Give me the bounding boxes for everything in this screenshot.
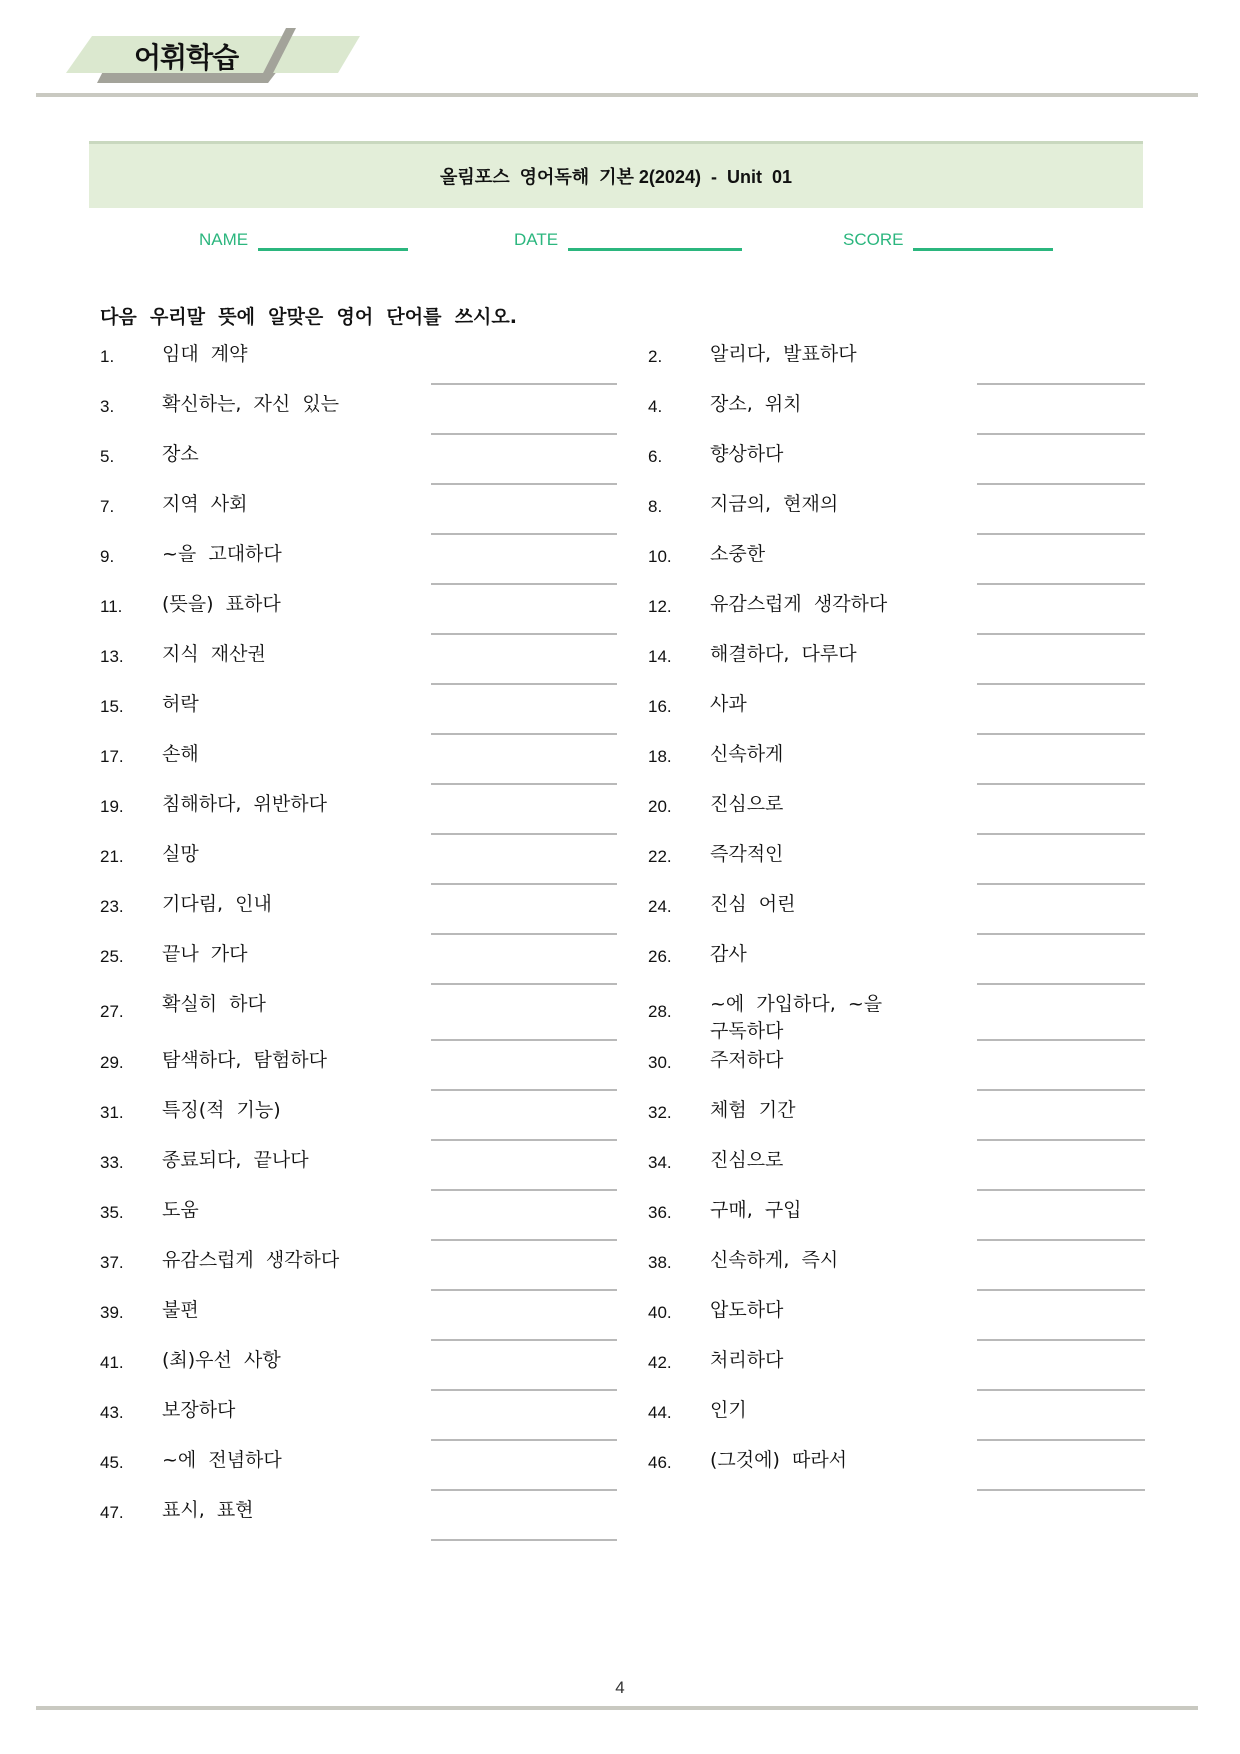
korean-meaning: ~에 가입하다, ~을 구독하다 xyxy=(710,993,883,1042)
item-number: 7. xyxy=(100,497,115,516)
item-number: 45. xyxy=(100,1453,124,1472)
item-number: 41. xyxy=(100,1353,124,1372)
item-number: 47. xyxy=(100,1503,124,1522)
vocab-item xyxy=(548,635,1078,685)
item-number: 29. xyxy=(100,1053,124,1072)
korean-meaning: 확실히 하다 xyxy=(162,993,266,1015)
korean-meaning: 확신하는, 자신 있는 xyxy=(162,393,340,415)
answer-blank[interactable] xyxy=(431,1539,617,1541)
item-number: 40. xyxy=(648,1303,672,1322)
korean-meaning: ~에 전념하다 xyxy=(162,1449,282,1471)
vocab-item xyxy=(548,485,1078,535)
vocab-item xyxy=(0,835,530,885)
item-number: 42. xyxy=(648,1353,672,1372)
vocab-item xyxy=(0,1141,530,1191)
vocab-item xyxy=(548,1141,1078,1191)
korean-meaning: 탐색하다, 탐험하다 xyxy=(162,1049,327,1071)
score-label: SCORE xyxy=(843,230,904,249)
vocab-item xyxy=(548,985,1078,1041)
vocab-item xyxy=(548,1291,1078,1341)
score-blank[interactable] xyxy=(913,248,1053,251)
item-number: 28. xyxy=(648,1002,672,1021)
left-column xyxy=(0,335,530,1541)
vocab-item xyxy=(548,1391,1078,1441)
vocab-item xyxy=(0,685,530,735)
item-number: 32. xyxy=(648,1103,672,1122)
vocab-item xyxy=(548,535,1078,585)
item-number: 1. xyxy=(100,347,115,366)
korean-meaning: ~을 고대하다 xyxy=(162,543,282,565)
item-number: 22. xyxy=(648,847,672,866)
item-number: 38. xyxy=(648,1253,672,1272)
vocab-item xyxy=(0,885,530,935)
korean-meaning: 장소, 위치 xyxy=(710,393,802,415)
vocab-item xyxy=(0,335,530,385)
item-number: 34. xyxy=(648,1153,672,1172)
korean-meaning: 처리하다 xyxy=(710,1349,784,1371)
item-number: 30. xyxy=(648,1053,672,1072)
date-field xyxy=(514,228,742,252)
worksheet-banner xyxy=(89,141,1143,208)
vocab-item xyxy=(0,1391,530,1441)
date-blank[interactable] xyxy=(568,248,742,251)
item-number: 25. xyxy=(100,947,124,966)
item-number: 21. xyxy=(100,847,124,866)
korean-meaning: 사과 xyxy=(710,693,747,715)
vocab-item xyxy=(0,535,530,585)
korean-meaning: (그것에) 따라서 xyxy=(710,1449,848,1471)
korean-meaning: 구매, 구입 xyxy=(710,1199,802,1221)
vocab-item xyxy=(0,785,530,835)
korean-meaning: 표시, 표현 xyxy=(162,1499,254,1521)
vocab-item xyxy=(0,1441,530,1491)
vocab-item xyxy=(0,1491,530,1541)
korean-meaning: 주저하다 xyxy=(710,1049,784,1071)
korean-meaning: 진심으로 xyxy=(710,1149,784,1171)
korean-meaning: 신속하게, 즉시 xyxy=(710,1249,839,1271)
korean-meaning: 알리다, 발표하다 xyxy=(710,343,857,365)
vocab-item xyxy=(0,735,530,785)
korean-meaning: 침해하다, 위반하다 xyxy=(162,793,327,815)
item-number: 10. xyxy=(648,547,672,566)
korean-meaning: 진심으로 xyxy=(710,793,784,815)
vocab-item xyxy=(548,1341,1078,1391)
korean-meaning: 체험 기간 xyxy=(710,1099,796,1121)
name-blank[interactable] xyxy=(258,248,408,251)
korean-meaning: 장소 xyxy=(162,443,199,465)
korean-meaning: 지금의, 현재의 xyxy=(710,493,839,515)
student-info-row xyxy=(0,228,1240,268)
instruction-text: 다음 우리말 뜻에 알맞은 영어 단어를 쓰시오. xyxy=(100,306,517,328)
korean-meaning: 기다림, 인내 xyxy=(162,893,272,915)
korean-meaning: 도움 xyxy=(162,1199,199,1221)
item-number: 6. xyxy=(648,447,663,466)
vocab-item xyxy=(548,935,1078,985)
korean-meaning: 유감스럽게 생각하다 xyxy=(162,1249,340,1271)
vocab-item xyxy=(0,935,530,985)
vocab-item xyxy=(548,685,1078,735)
vocab-item xyxy=(548,435,1078,485)
korean-meaning: 특징(적 기능) xyxy=(162,1099,281,1121)
korean-meaning: 신속하게 xyxy=(710,743,784,765)
item-number: 26. xyxy=(648,947,672,966)
korean-meaning: 향상하다 xyxy=(710,443,784,465)
vocab-item xyxy=(548,735,1078,785)
item-number: 5. xyxy=(100,447,115,466)
item-number: 17. xyxy=(100,747,124,766)
korean-meaning: 실망 xyxy=(162,843,199,865)
item-number: 14. xyxy=(648,647,672,666)
item-number: 31. xyxy=(100,1103,124,1122)
item-number: 16. xyxy=(648,697,672,716)
vocab-item xyxy=(0,385,530,435)
item-number: 9. xyxy=(100,547,115,566)
vocab-item xyxy=(548,835,1078,885)
korean-meaning: 종료되다, 끝나다 xyxy=(162,1149,309,1171)
item-number: 33. xyxy=(100,1153,124,1172)
top-divider xyxy=(36,93,1198,97)
korean-meaning: 허락 xyxy=(162,693,199,715)
korean-meaning: 보장하다 xyxy=(162,1399,236,1421)
vocab-item xyxy=(548,885,1078,935)
vocab-item xyxy=(548,385,1078,435)
item-number: 19. xyxy=(100,797,124,816)
vocab-item xyxy=(0,435,530,485)
bottom-divider xyxy=(36,1706,1198,1710)
item-number: 24. xyxy=(648,897,672,916)
vocab-item xyxy=(0,585,530,635)
korean-meaning: (최)우선 사항 xyxy=(162,1349,281,1371)
korean-meaning: 즉각적인 xyxy=(710,843,784,865)
vocab-item xyxy=(548,1241,1078,1291)
page-number: 4 xyxy=(615,1678,625,1697)
korean-meaning: 유감스럽게 생각하다 xyxy=(710,593,888,615)
item-number: 39. xyxy=(100,1303,124,1322)
item-number: 15. xyxy=(100,697,124,716)
item-number: 36. xyxy=(648,1203,672,1222)
korean-meaning: 손해 xyxy=(162,743,199,765)
item-number: 2. xyxy=(648,347,663,366)
item-number: 37. xyxy=(100,1253,124,1272)
name-field xyxy=(199,228,408,252)
item-number: 35. xyxy=(100,1203,124,1222)
korean-meaning: 해결하다, 다루다 xyxy=(710,643,857,665)
item-number: 4. xyxy=(648,397,663,416)
item-number: 44. xyxy=(648,1403,672,1422)
korean-meaning: 끝나 가다 xyxy=(162,943,248,965)
vocab-item xyxy=(548,1191,1078,1241)
score-field xyxy=(843,228,1053,252)
korean-meaning: (뜻을) 표하다 xyxy=(162,593,281,615)
item-number: 27. xyxy=(100,1002,124,1021)
vocab-item xyxy=(0,485,530,535)
item-number: 46. xyxy=(648,1453,672,1472)
korean-meaning: 인기 xyxy=(710,1399,747,1421)
vocab-item xyxy=(0,1341,530,1391)
vocab-item xyxy=(0,635,530,685)
vocab-item xyxy=(548,1441,1078,1491)
name-label: NAME xyxy=(199,230,249,249)
korean-meaning: 지역 사회 xyxy=(162,493,248,515)
korean-meaning: 진심 어린 xyxy=(710,893,796,915)
vocab-item xyxy=(0,1091,530,1141)
vocab-item xyxy=(548,1091,1078,1141)
vocab-item xyxy=(548,785,1078,835)
korean-meaning: 압도하다 xyxy=(710,1299,784,1321)
vocab-item xyxy=(0,1041,530,1091)
vocab-item xyxy=(548,335,1078,385)
korean-meaning: 임대 계약 xyxy=(162,343,248,365)
korean-meaning: 지식 재산권 xyxy=(162,643,266,665)
item-number: 8. xyxy=(648,497,663,516)
korean-meaning: 감사 xyxy=(710,943,747,965)
date-label: DATE xyxy=(514,230,559,249)
item-number: 3. xyxy=(100,397,115,416)
item-number: 43. xyxy=(100,1403,124,1422)
vocab-item xyxy=(0,1191,530,1241)
vocab-item xyxy=(548,585,1078,635)
right-column xyxy=(548,335,1078,1491)
answer-blank[interactable] xyxy=(977,1489,1145,1491)
korean-meaning: 소중한 xyxy=(710,543,766,565)
vocab-item xyxy=(0,1291,530,1341)
item-number: 11. xyxy=(100,597,123,616)
item-number: 18. xyxy=(648,747,672,766)
section-title: 어휘학습 xyxy=(134,41,239,74)
vocab-item xyxy=(548,1041,1078,1091)
korean-meaning: 불편 xyxy=(162,1299,199,1321)
item-number: 13. xyxy=(100,647,124,666)
vocab-item xyxy=(0,1241,530,1291)
vocab-item xyxy=(0,985,530,1041)
item-number: 23. xyxy=(100,897,124,916)
item-number: 12. xyxy=(648,597,672,616)
worksheet-title: 올림포스 영어독해 기본 2(2024) - Unit 01 xyxy=(440,167,792,187)
item-number: 20. xyxy=(648,797,672,816)
